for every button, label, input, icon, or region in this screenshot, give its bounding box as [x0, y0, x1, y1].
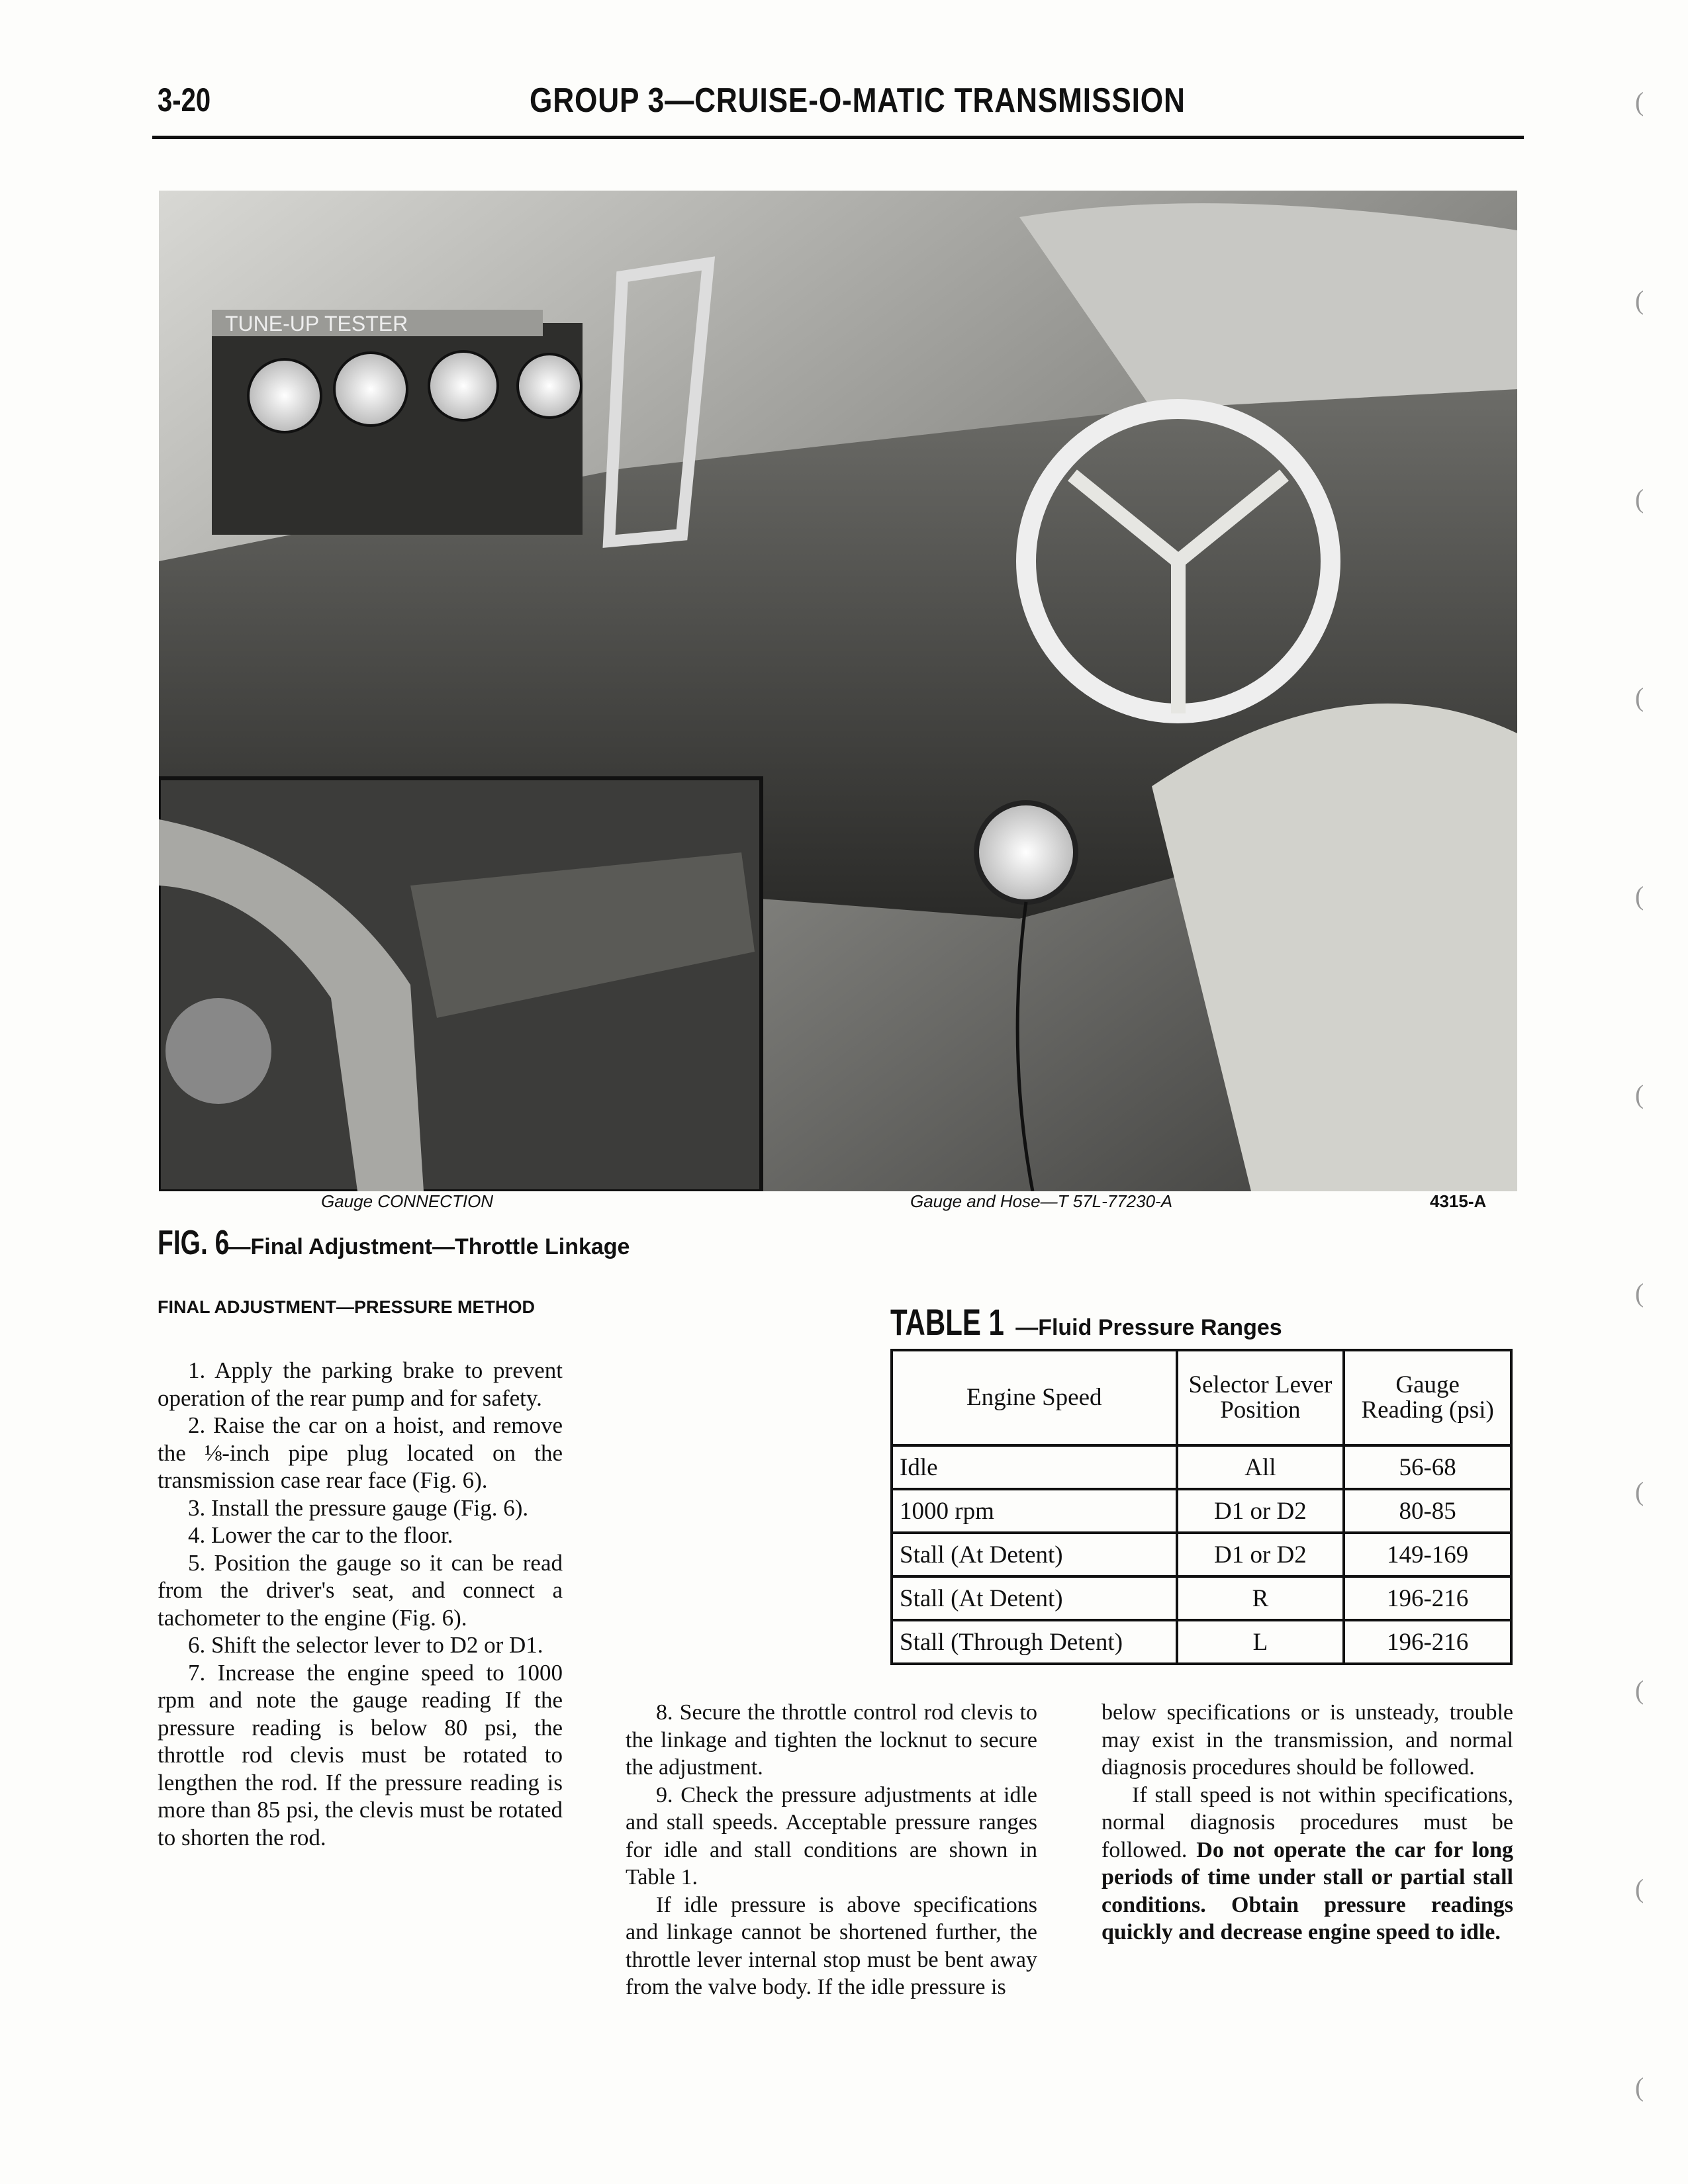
cell: 1000 rpm: [892, 1489, 1177, 1533]
figure-number: FIG. 6: [158, 1224, 230, 1262]
step-8: 8. Secure the throttle control rod clevis to the linkage and tighten the locknut to secure the adjustment.: [626, 1700, 1037, 1780]
step-2: 2. Raise the car on a hoist, and remove the ⅛-inch pipe plug located on the transmission case rear face (Fig. 6).: [158, 1412, 563, 1493]
cell: 56-68: [1344, 1445, 1511, 1489]
cell: D1 or D2: [1177, 1489, 1344, 1533]
cell: Stall (At Detent): [892, 1576, 1177, 1620]
cell: L: [1177, 1620, 1344, 1664]
binder-mark: (: [1635, 881, 1644, 911]
cell: D1 or D2: [1177, 1533, 1344, 1576]
binder-mark: (: [1635, 285, 1644, 315]
left-column: [158, 1357, 563, 1851]
fluid-pressure-table: [890, 1349, 1513, 1665]
step-9: 9. Check the pressure adjustments at idle and stall speeds. Acceptable pressure ranges for idle and stall conditions are shown in Table 1.: [626, 1782, 1037, 1889]
binder-mark: (: [1635, 1675, 1644, 1705]
header-rule: [152, 136, 1524, 139]
middle-column: [626, 1699, 1037, 2001]
table-row: [892, 1489, 1511, 1533]
continuation-paragraph: below specifications or is unsteady, trouble may exist in the transmission, and normal diagnosis procedures should be followed.: [1102, 1700, 1513, 1780]
figure-photo: [159, 191, 1517, 1191]
binder-mark: (: [1635, 1477, 1644, 1506]
cell: Stall (Through Detent): [892, 1620, 1177, 1664]
figure-caption: [158, 1223, 630, 1263]
cell: 80-85: [1344, 1489, 1511, 1533]
header-gauge-reading: Gauge Reading (psi): [1344, 1350, 1511, 1445]
cell: 196-216: [1344, 1620, 1511, 1664]
pressure-gauge: [976, 803, 1076, 902]
binder-mark: (: [1635, 2072, 1644, 2102]
inset-photo-gauge-connection: [159, 778, 761, 1191]
cell: Stall (At Detent): [892, 1533, 1177, 1576]
figure-title: —Final Adjustment—Throttle Linkage: [228, 1234, 630, 1259]
table-header-row: [892, 1350, 1511, 1445]
binder-mark: (: [1635, 87, 1644, 116]
figure-code: 4315-A: [1430, 1191, 1487, 1211]
table-row: [892, 1576, 1511, 1620]
binder-mark: (: [1635, 682, 1644, 712]
step-3: 3. Install the pressure gauge (Fig. 6).: [188, 1494, 529, 1521]
table-caption: —Fluid Pressure Ranges: [1015, 1315, 1282, 1340]
tune-up-tester-label: TUNE-UP TESTER: [225, 312, 408, 336]
step-4: 4. Lower the car to the floor.: [188, 1522, 453, 1548]
step-7: 7. Increase the engine speed to 1000 rpm and note the gauge reading If the pressure reading is below 80 psi, the throttle rod clevis must be rotated to lengthen the rod. If the pressure reading is more than 85 psi, the clevis must be rotated to shorten the rod.: [158, 1659, 563, 1850]
callout-gauge-connection: Gauge CONNECTION: [321, 1191, 494, 1211]
page-number: 3-20: [158, 81, 211, 118]
table-number: TABLE 1: [890, 1301, 1004, 1343]
binder-mark: (: [1635, 1079, 1644, 1109]
section-heading: FINAL ADJUSTMENT—PRESSURE METHOD: [158, 1297, 536, 1317]
idle-pressure-paragraph: If idle pressure is above specifications and linkage cannot be shortened further, the throttle lever internal stop must be bent away from the valve body. If the idle pressure is: [626, 1892, 1037, 1999]
header-selector-position: Selector Lever Position: [1177, 1350, 1344, 1445]
table-title: [890, 1300, 1282, 1343]
cell: All: [1177, 1445, 1344, 1489]
cell: 196-216: [1344, 1576, 1511, 1620]
binder-mark: (: [1635, 1874, 1644, 1903]
step-1: 1. Apply the parking brake to prevent operation of the rear pump and for safety.: [158, 1357, 563, 1411]
table-row: [892, 1533, 1511, 1576]
table-row: [892, 1445, 1511, 1489]
cell: R: [1177, 1576, 1344, 1620]
binder-mark: (: [1635, 1278, 1644, 1308]
binder-mark: (: [1635, 484, 1644, 514]
table-row: [892, 1620, 1511, 1664]
callout-gauge-and-hose: Gauge and Hose—T 57L-77230-A: [910, 1191, 1173, 1211]
stall-speed-paragraph: [1102, 1782, 1513, 1946]
step-5: 5. Position the gauge so it can be read from the driver's seat, and connect a tachometer to the engine (Fig. 6).: [158, 1549, 563, 1631]
right-column: [1102, 1699, 1513, 1946]
stall-speed-text: If stall speed is not within specifications, normal diagnosis procedures must be followed.: [1102, 1782, 1513, 1862]
warning-text: Do not operate the car for long periods of time under stall or partial stall conditions. Obtain pressure readings quickly and decrease engine speed to idle.: [1102, 1837, 1513, 1944]
step-6: 6. Shift the selector lever to D2 or D1.: [188, 1632, 543, 1658]
cell: 149-169: [1344, 1533, 1511, 1576]
running-title: GROUP 3—CRUISE-O-MATIC TRANSMISSION: [530, 81, 1186, 120]
cell: Idle: [892, 1445, 1177, 1489]
header-engine-speed: Engine Speed: [892, 1350, 1177, 1445]
